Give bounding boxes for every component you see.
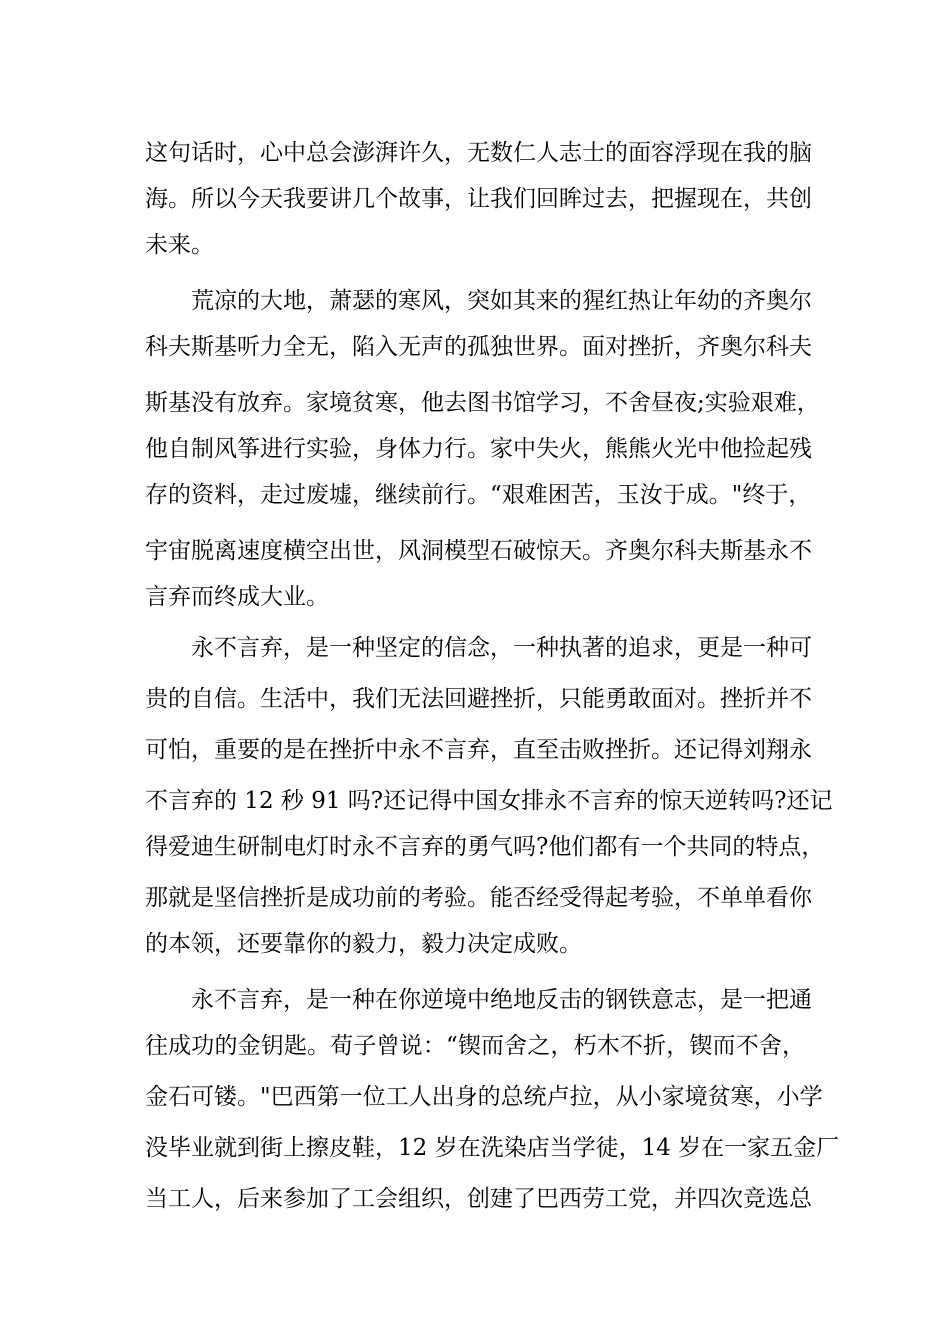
text-line: 宇宙脱离速度横空出世，风洞模型石破惊天。齐奥尔科夫斯基永不 [145, 538, 812, 564]
text-line: 不言弃的 12 秒 91 吗?还记得中国女排永不言弃的惊天逆转吗?还记 [145, 788, 833, 814]
text-line: 科夫斯基听力全无，陷入无声的孤独世界。面对挫折，齐奥尔科夫 [145, 334, 812, 360]
text-line: 荒凉的大地，萧瑟的寒风，突如其来的猩红热让年幼的齐奥尔 [191, 288, 812, 314]
text-line: 当工人，后来参加了工会组织，创建了巴西劳工党，并四次竞选总 [145, 1186, 812, 1212]
text-line: 斯基没有放弃。家境贫寒，他去图书馆学习，不舍昼夜;实验艰难， [145, 390, 820, 416]
text-line: 的本领，还要靠你的毅力，毅力决定成败。 [145, 931, 582, 957]
text-line: 言弃而终成大业。 [145, 584, 329, 610]
text-line: 那就是坚信挫折是成功前的考验。能否经受得起考验，不单单看你 [145, 885, 812, 911]
text-line: 存的资料，走过废墟，继续前行。“艰难困苦，玉汝于成。"终于， [145, 482, 812, 508]
text-line: 未来。 [145, 232, 214, 258]
text-line: 他自制风筝进行实验，身体力行。家中失火，熊熊火光中他捡起残 [145, 436, 812, 462]
text-line: 没毕业就到街上擦皮鞋，12 岁在洗染店当学徒，14 岁在一家五金厂 [145, 1135, 840, 1161]
text-line: 海。所以今天我要讲几个故事，让我们回眸过去，把握现在，共创 [145, 186, 812, 212]
text-line: 往成功的金钥匙。荀子曾说：“锲而舍之，朽木不折，锲而不舍， [145, 1033, 805, 1059]
text-line: 永不言弃，是一种在你逆境中绝地反击的钢铁意志，是一把通 [191, 987, 812, 1013]
text-line: 可怕，重要的是在挫折中永不言弃，直至击败挫折。还记得刘翔永 [145, 737, 812, 763]
text-line: 这句话时，心中总会澎湃许久，无数仁人志士的面容浮现在我的脑 [145, 140, 812, 166]
text-line: 金石可镂。"巴西第一位工人出身的总统卢拉，从小家境贫寒，小学 [145, 1084, 823, 1110]
text-line: 永不言弃，是一种坚定的信念，一种执著的追求，更是一种可 [191, 635, 812, 661]
text-line: 贵的自信。生活中，我们无法回避挫折，只能勇敢面对。挫折并不 [145, 686, 812, 712]
text-line: 得爱迪生研制电灯时永不言弃的勇气吗?他们都有一个共同的特点， [145, 834, 825, 860]
